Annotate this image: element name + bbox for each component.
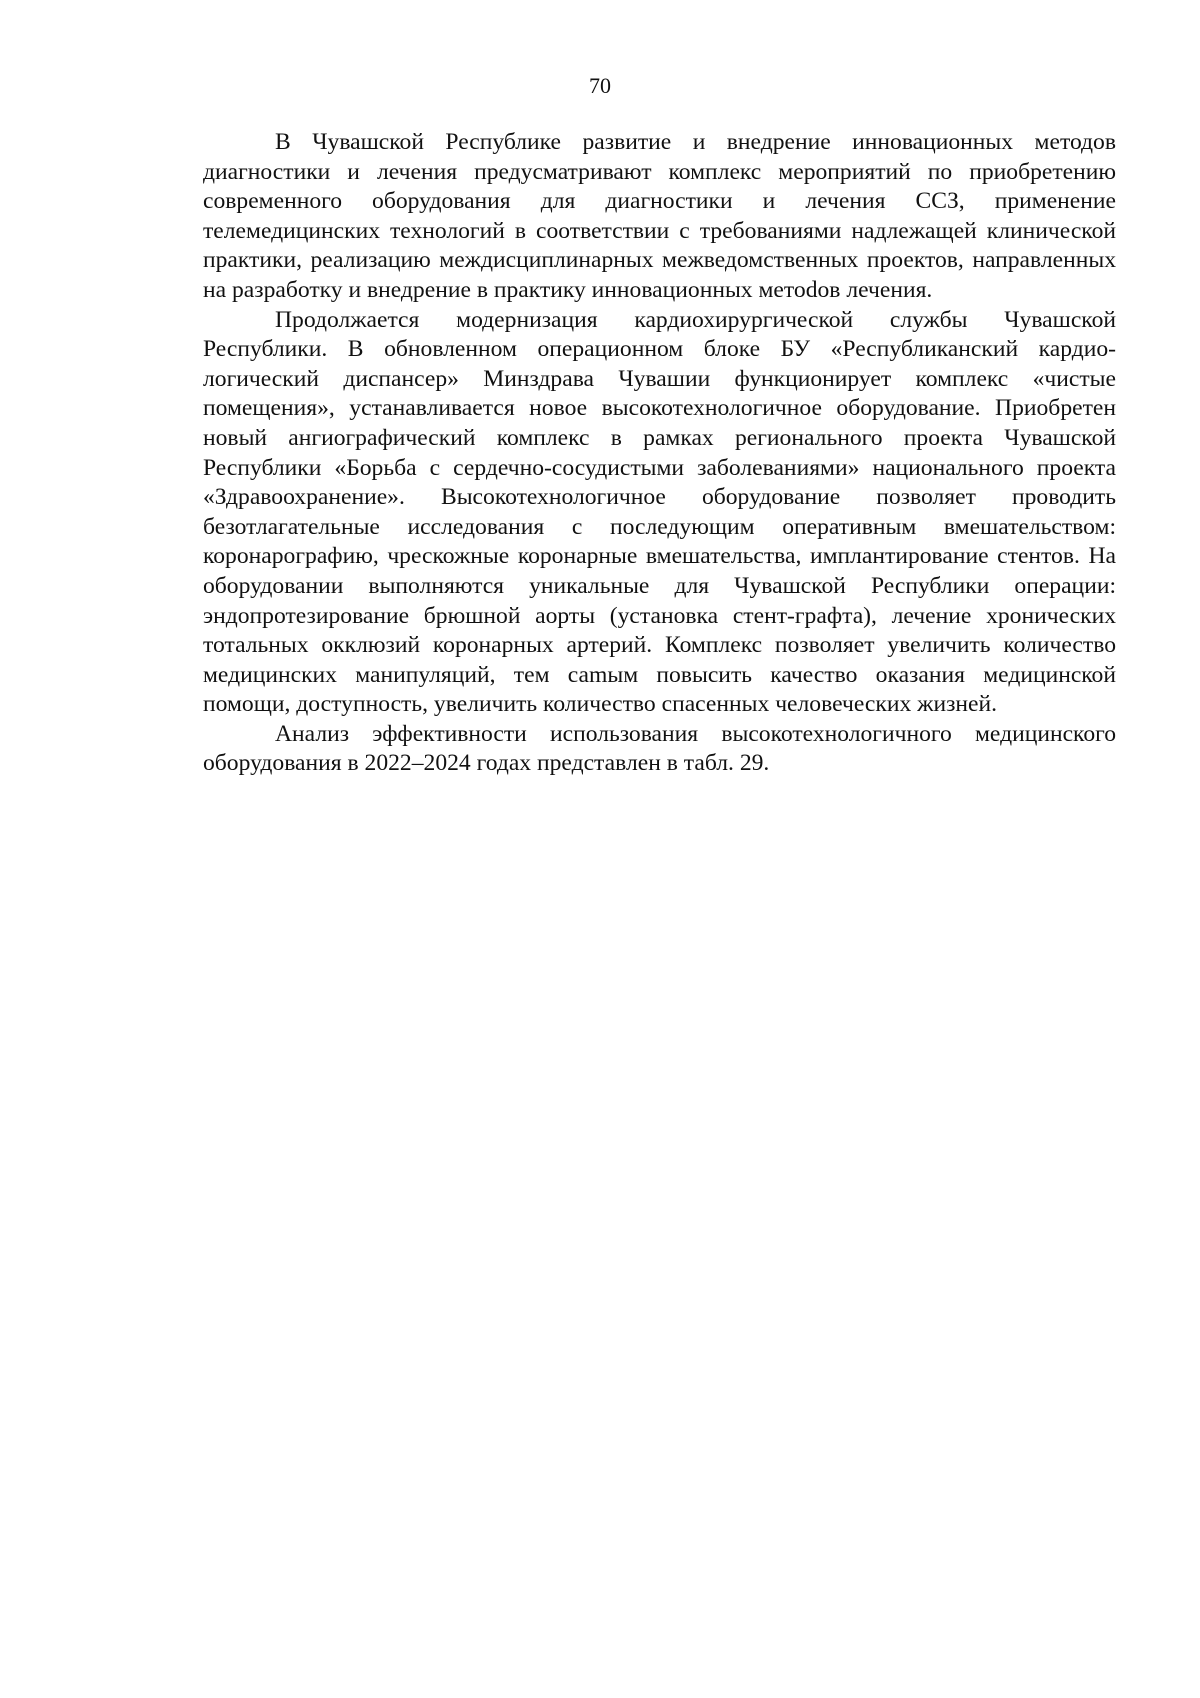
paragraph-cardiosurgery-modernization: Продолжается модернизация кардиохирургической службы Чувашской Республики. В обновленном операционном блоке БУ «Республиканский кардиологический диспансер» Минздрава Чувашии функционирует комплекс «чистые помещения», устанавливается новое высокотехнологичное оборудование. Приобретен новый ангиографический комплекс в рамках регионального проекта Чувашской Республики «Борьба с сердечно-сосудистыми заболеваниями» национального проекта «Здравоохранение». Высокотехнологичное оборудование позволяет проводить безотлагательные исследования с последующим оперативным вмешательством: коронарографию, чрескожные коронарные вмешательства, имплантирование стентов. На оборудовании выполняются уникальные для Чувашской Республики операции: эндопротезирование брюшной аорты (установка стент-графта), лечение хронических тотальных окклюзий коронарных артерий. Комплекс позволяет увеличить количество медицинских манипуляций, тем саmым повысить качество оказания медицинской помощи, доступность, увеличить количество спасенных человеческих жизней.	[203, 306, 1116, 718]
paragraph-equipment-analysis: Анализ эффективности использования высокотехнологичного медицинского оборудования в 2022–2024 годах представлен в табл. 29.	[203, 720, 1116, 777]
page-number: 70	[589, 73, 611, 98]
paragraph-innovation-methods: В Чувашской Республике развитие и внедрение инновационных методов диагностики и лечения предусматривают комплекс мероприятий по приобретению современного оборудования для диагностики и лечения ССЗ, применение телемедицинских технологий в соответствии с требованиями надлежащей клинической практики, реализацию междисциплинарных межведомственных проектов, направленных на разработку и внедрение в практику инновационных метоdов лечения.	[203, 129, 1116, 303]
body-text	[203, 128, 1116, 779]
